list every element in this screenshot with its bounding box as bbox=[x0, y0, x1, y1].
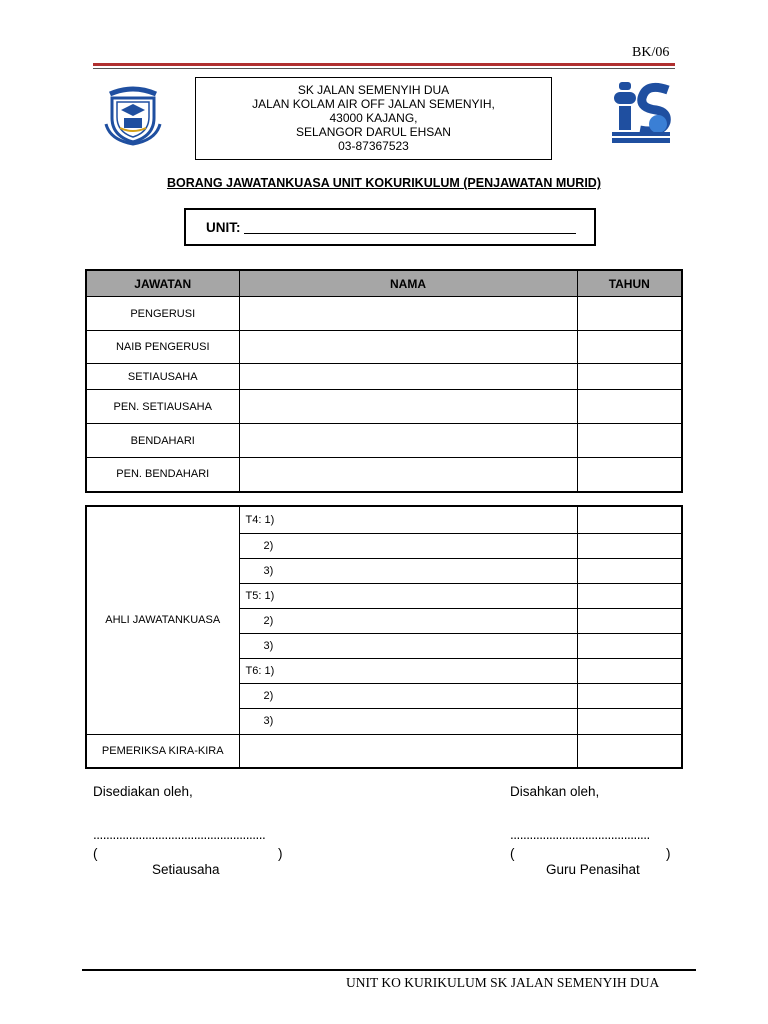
year-cell[interactable] bbox=[577, 458, 682, 492]
name-cell[interactable] bbox=[239, 331, 577, 364]
name-cell[interactable] bbox=[239, 297, 577, 331]
name-cell[interactable] bbox=[239, 390, 577, 424]
close-bracket: ) bbox=[666, 846, 671, 861]
position-label: NAIB PENGERUSI bbox=[86, 331, 239, 364]
year-cell[interactable] bbox=[577, 608, 682, 633]
member-slot[interactable]: T4: 1) bbox=[239, 506, 577, 533]
header-rule-thin bbox=[93, 68, 675, 69]
year-cell[interactable] bbox=[577, 533, 682, 558]
header-nama: NAMA bbox=[239, 270, 577, 297]
position-label: PEN. SETIAUSAHA bbox=[86, 390, 239, 424]
open-bracket: ( bbox=[93, 846, 98, 861]
address-line: 43000 KAJANG, bbox=[329, 111, 418, 125]
open-bracket: ( bbox=[510, 846, 515, 861]
name-cell[interactable] bbox=[239, 364, 577, 390]
name-cell[interactable] bbox=[239, 734, 577, 768]
year-cell[interactable] bbox=[577, 633, 682, 658]
position-table bbox=[85, 269, 683, 493]
unit-input-line[interactable] bbox=[244, 233, 576, 234]
unit-box bbox=[184, 208, 596, 246]
name-cell[interactable] bbox=[239, 458, 577, 492]
secretary-role-label: Setiausaha bbox=[152, 862, 220, 877]
unit-label: UNIT: bbox=[206, 220, 241, 235]
member-slot[interactable]: 3) bbox=[239, 708, 577, 734]
table-row bbox=[86, 390, 682, 424]
close-bracket: ) bbox=[278, 846, 283, 861]
school-crest-icon bbox=[102, 84, 164, 146]
year-cell[interactable] bbox=[577, 683, 682, 708]
year-cell[interactable] bbox=[577, 390, 682, 424]
year-cell[interactable] bbox=[577, 424, 682, 458]
form-title: BORANG JAWATANKUASA UNIT KOKURIKULUM (PENJAWATAN MURID) bbox=[166, 176, 601, 190]
header-rule bbox=[93, 63, 675, 66]
member-slot[interactable]: T5: 1) bbox=[239, 583, 577, 608]
table-header-row bbox=[86, 270, 682, 297]
phone-number: 03-87367523 bbox=[338, 139, 409, 153]
table-row bbox=[86, 458, 682, 492]
year-cell[interactable] bbox=[577, 506, 682, 533]
footer-rule bbox=[82, 969, 696, 971]
transformation-25-logo-icon bbox=[610, 80, 672, 144]
name-cell[interactable] bbox=[239, 424, 577, 458]
auditor-label: PEMERIKSA KIRA-KIRA bbox=[86, 734, 239, 768]
year-cell[interactable] bbox=[577, 708, 682, 734]
table-row bbox=[86, 424, 682, 458]
table-row bbox=[86, 297, 682, 331]
committee-group-label: AHLI JAWATANKUASA bbox=[86, 506, 239, 734]
member-slot[interactable]: 2) bbox=[239, 683, 577, 708]
school-name: SK JALAN SEMENYIH DUA bbox=[297, 83, 450, 97]
header-tahun: TAHUN bbox=[577, 270, 682, 297]
position-label: PEN. BENDAHARI bbox=[86, 458, 239, 492]
table-row bbox=[86, 734, 682, 768]
position-label: PENGERUSI bbox=[86, 297, 239, 331]
year-cell[interactable] bbox=[577, 331, 682, 364]
position-label: BENDAHARI bbox=[86, 424, 239, 458]
year-cell[interactable] bbox=[577, 658, 682, 683]
year-cell[interactable] bbox=[577, 297, 682, 331]
member-slot[interactable]: 2) bbox=[239, 533, 577, 558]
school-address-box bbox=[195, 77, 552, 160]
prepared-by-label: Disediakan oleh, bbox=[93, 784, 193, 799]
committee-table bbox=[85, 505, 683, 769]
footer-text: UNIT KO KURIKULUM SK JALAN SEMENYIH DUA bbox=[346, 975, 660, 990]
header-jawatan: JAWATAN bbox=[86, 270, 239, 297]
prepared-by-signature-line[interactable]: ..................................................... bbox=[93, 827, 266, 842]
year-cell[interactable] bbox=[577, 364, 682, 390]
approved-by-signature-line[interactable]: ........................................... bbox=[510, 827, 650, 842]
address-line: JALAN KOLAM AIR OFF JALAN SEMENYIH, bbox=[252, 97, 495, 111]
member-slot[interactable]: T6: 1) bbox=[239, 658, 577, 683]
member-slot[interactable]: 2) bbox=[239, 608, 577, 633]
approved-by-label: Disahkan oleh, bbox=[510, 784, 600, 799]
advisor-role-label: Guru Penasihat bbox=[546, 862, 640, 877]
year-cell[interactable] bbox=[577, 583, 682, 608]
table-row bbox=[86, 364, 682, 390]
year-cell[interactable] bbox=[577, 734, 682, 768]
year-cell[interactable] bbox=[577, 558, 682, 583]
table-row bbox=[86, 331, 682, 364]
table-row bbox=[86, 506, 682, 533]
member-slot[interactable]: 3) bbox=[239, 558, 577, 583]
member-slot[interactable]: 3) bbox=[239, 633, 577, 658]
position-label: SETIAUSAHA bbox=[86, 364, 239, 390]
document-reference: BK/06 bbox=[632, 45, 670, 60]
address-line: SELANGOR DARUL EHSAN bbox=[296, 125, 451, 139]
